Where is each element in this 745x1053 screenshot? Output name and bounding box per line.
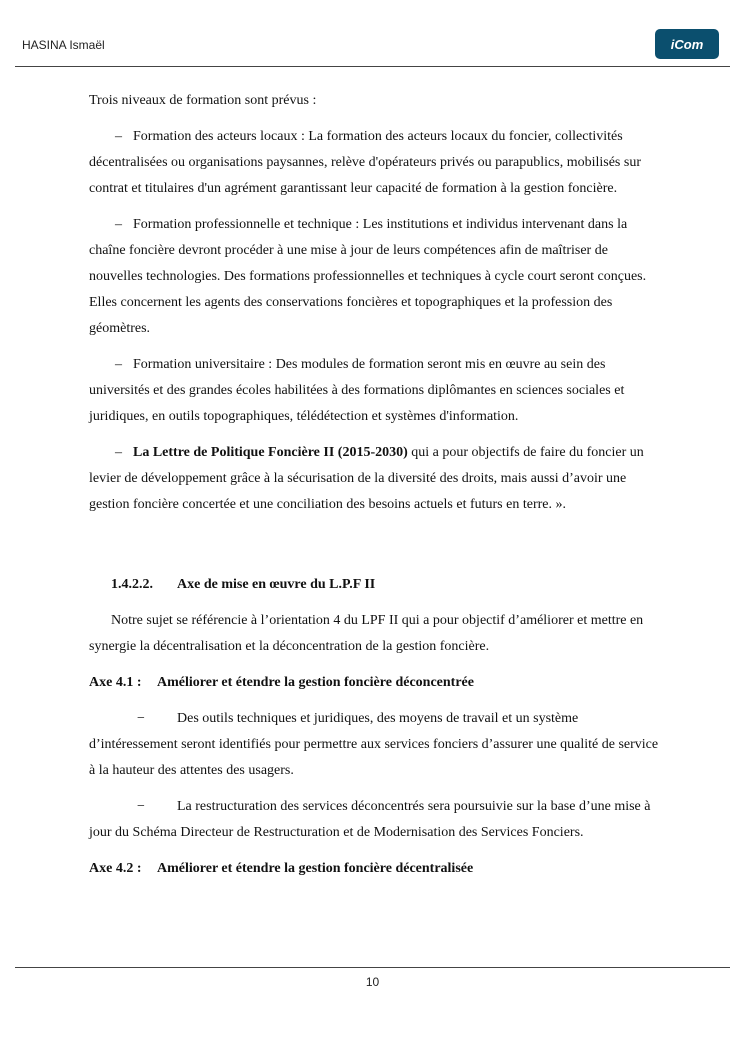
section-title: Axe de mise en œuvre du L.P.F II <box>177 577 376 592</box>
bullet-text: Formation des acteurs locaux : La formation des acteurs locaux du foncier, collectivités décentralisées ou organisations paysannes, relève d'opérateurs privés ou parapublics, mobilisés sur contrat et titulaires d'un agrément garantissant leur capacité de formation à la gestion foncière. <box>89 129 641 196</box>
header-author: HASINA Ismaël <box>22 38 105 52</box>
dash-marker: – <box>115 445 122 460</box>
section-number: 1.4.2.2. <box>111 577 153 592</box>
dash-marker: − <box>137 711 145 726</box>
dash-marker: − <box>137 799 145 814</box>
dash-marker: – <box>115 217 122 232</box>
footer-divider <box>15 967 730 968</box>
header-divider <box>15 66 730 67</box>
axe-bullet-item <box>89 794 659 846</box>
svg-text:iCom: iCom <box>670 37 704 52</box>
bullet-item <box>89 212 659 342</box>
section-heading <box>89 572 659 598</box>
page-body <box>89 88 659 892</box>
bullet-text: Formation universitaire : Des modules de formation seront mis en œuvre au sein des universités et des grandes écoles habilitées à des formations diplômantes en sciences sociales et juridiques, en outils topographiques, télédétection et systèmes d'information. <box>89 357 625 424</box>
bullet-text: Formation professionnelle et technique : Les institutions et individus intervenant dans la chaîne foncière devront procéder à une mise à jour de leurs compétences afin de maîtriser de nouvelles technologies. Des formations professionnelles et techniques à cycle court seront conçues. Elles concernent les agents des conservations foncières et topographiques et la profession des géomètres. <box>89 217 647 336</box>
axe-label: Axe 4.2 : <box>89 861 142 876</box>
axe-label: Axe 4.1 : <box>89 675 142 690</box>
axe-title: Améliorer et étendre la gestion foncière décentralisée <box>157 861 474 876</box>
axe-bullet-item <box>89 706 659 784</box>
bullet-bold-text: La Lettre de Politique Foncière II (2015-2030) <box>133 445 408 460</box>
bullet-text: qui a pour objectifs de faire du foncier un levier de développement grâce à la sécurisation de la diversité des droits, mais aussi d’avoir une gestion foncière concertée et une conciliation des besoins actuels et futurs en terre. ». <box>89 445 644 512</box>
logo <box>655 29 719 59</box>
axe-title: Améliorer et étendre la gestion foncière déconcentrée <box>157 675 474 690</box>
logo-icon <box>657 32 717 56</box>
intro-text: Trois niveaux de formation sont prévus : <box>89 93 317 108</box>
axe-heading <box>89 670 659 696</box>
axe-heading <box>89 856 659 882</box>
dash-marker: – <box>115 357 122 372</box>
dash-marker: – <box>115 129 122 144</box>
bullet-text: Des outils techniques et juridiques, des moyens de travail et un système d’intéressement seront identifiés pour permettre aux services fonciers d’assurer une qualité de service à la hauteur des attentes des usagers. <box>89 711 659 778</box>
bullet-item <box>89 352 659 430</box>
page-number: 10 <box>365 975 380 989</box>
bullet-item <box>89 440 659 518</box>
section-paragraph: Notre sujet se référencie à l’orientation 4 du LPF II qui a pour objectif d’améliorer et mettre en synergie la décentralisation et la déconcentration de la gestion foncière. <box>89 613 644 654</box>
bullet-item <box>89 124 659 202</box>
bullet-text: La restructuration des services déconcentrés sera poursuivie sur la base d’une mise à jour du Schéma Directeur de Restructuration et de Modernisation des Services Fonciers. <box>89 799 651 840</box>
